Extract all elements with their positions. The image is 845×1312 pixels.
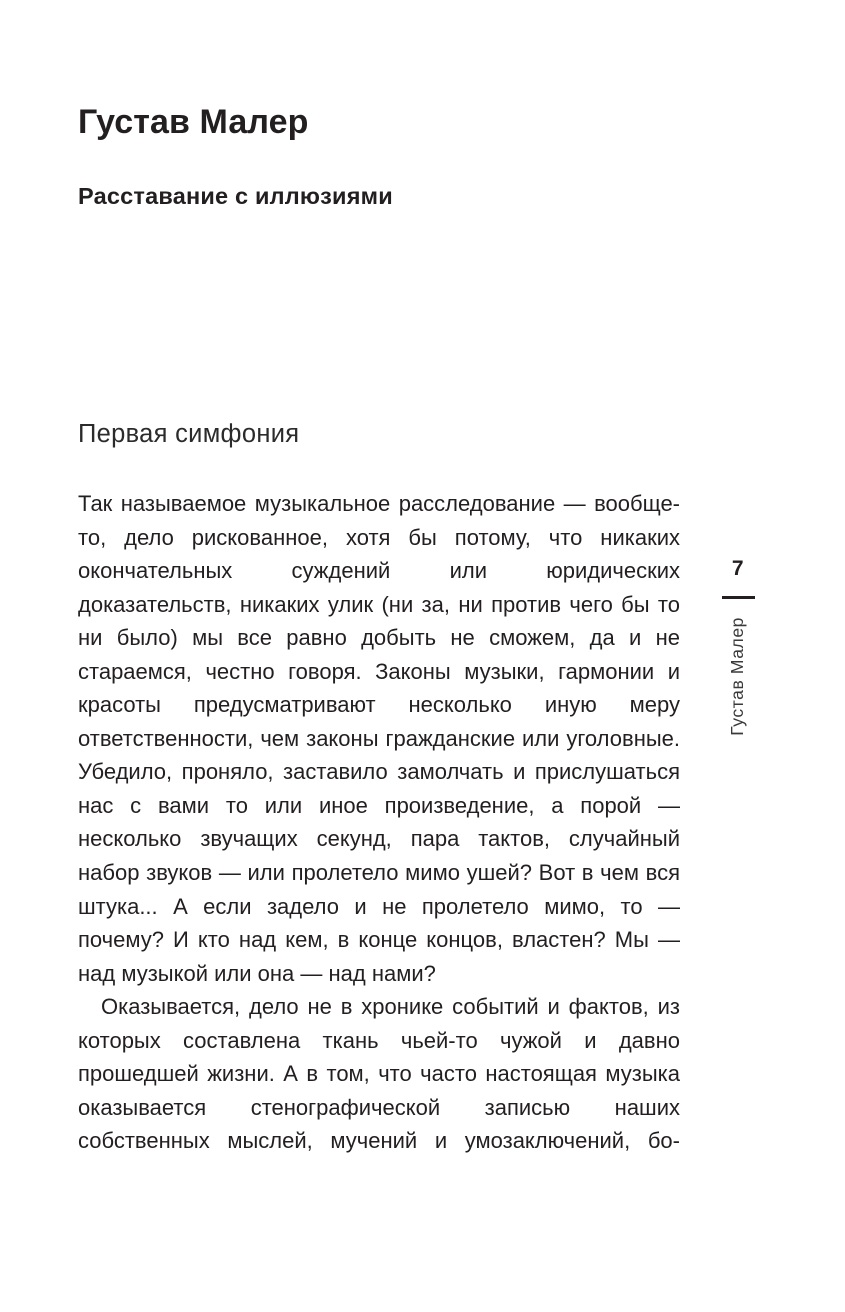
- page-number: 7: [731, 557, 745, 580]
- chapter-subtitle: Расставание с иллюзиями: [78, 183, 393, 210]
- body-paragraph: Оказывается, дело не в хронике событий и фактов, из которых составлена ткань чьей-то чужой и давно прошедшей жизни. А в том, что часто настоящая музыка оказывается стенографической записью наших собственных мыслей, мучений и умозаключений, бо-: [78, 994, 680, 1154]
- folio-divider: [722, 596, 755, 599]
- chapter-header: [78, 104, 688, 210]
- folio-block: [706, 558, 770, 736]
- body-text-column: [78, 487, 680, 1158]
- section-heading: Первая симфония: [78, 420, 300, 448]
- body-paragraph: Так называемое музыкальное расследование — вообще-то, дело рискованное, хотя бы потому, что никаких окончательных суждений или юридических доказательств, никаких улик (ни за, ни против чего бы то ни было) мы все равно добыть не сможем, да и не стараемся, честно говоря. Законы музыки, гармонии и красоты предусматривают несколько иную меру ответственности, чем законы гражданские или уголовные. Убедило, проняло, заставило замолчать и прислушаться нас с вами то или иное произведение, а порой — несколько звучащих секунд, пара тактов, случайный набор звуков — или пролетело мимо ушей? Вот в чем вся штука... А если задело и не пролетело мимо, то — почему? И кто над кем, в конце концов, властен? Мы — над музыкой или она — над нами?: [78, 491, 680, 986]
- running-head: Густав Малер: [727, 617, 748, 736]
- chapter-title: Густав Малер: [78, 103, 309, 141]
